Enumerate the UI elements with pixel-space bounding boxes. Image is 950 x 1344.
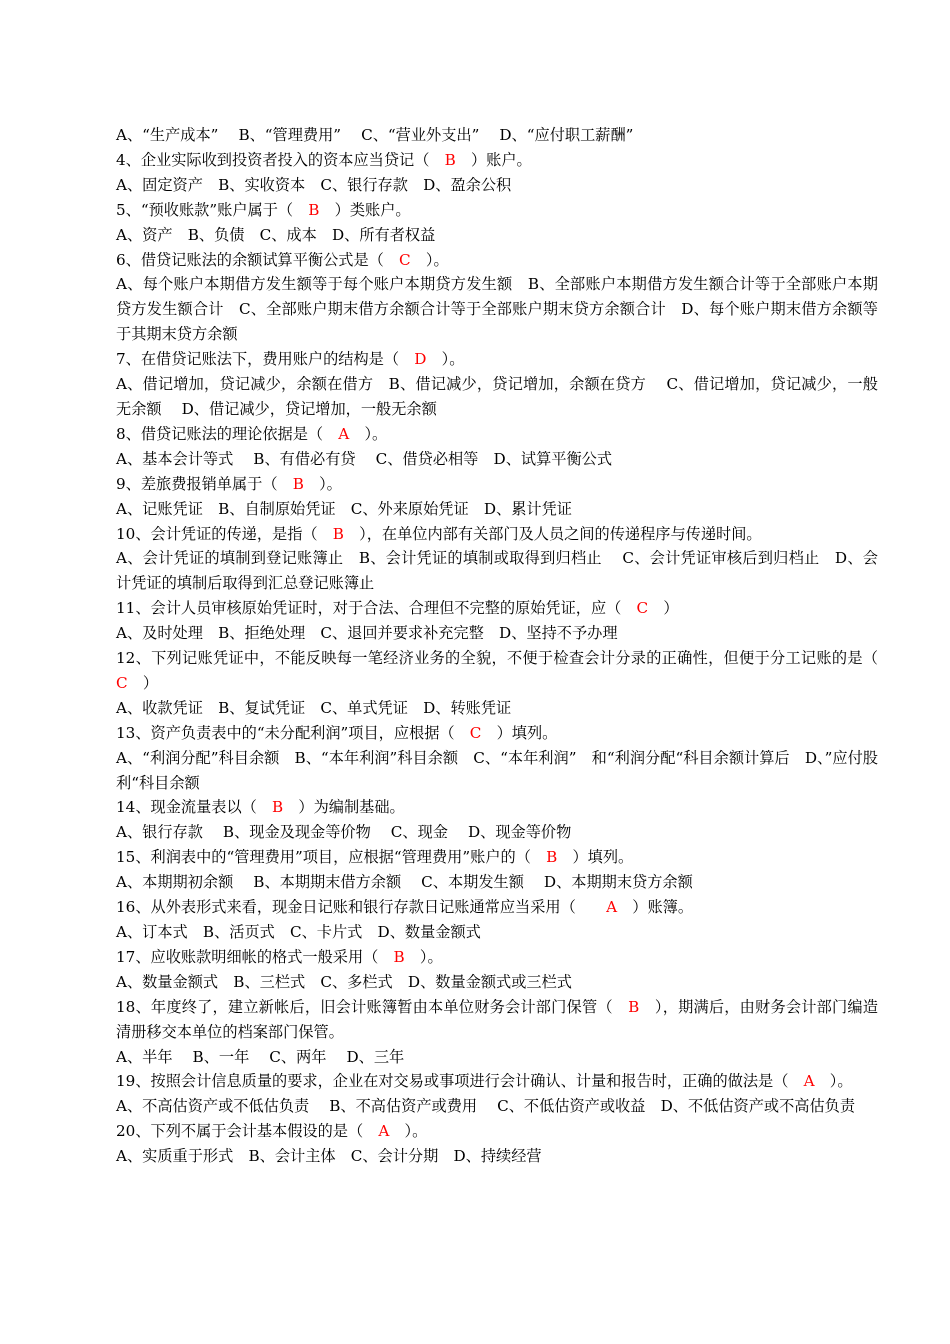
question-line [116,845,878,870]
question-text: 15、利润表中的“管理费用”项目，应根据“管理费用”账户的（ [116,848,547,867]
question-line [116,248,878,273]
question-line [116,198,878,223]
question-text: 20、下列不属于会计基本假设的是（ [116,1122,379,1141]
question-text: 4、企业实际收到投资者投入的资本应当贷记（ [116,150,445,169]
answer-letter: B [546,848,558,867]
question-text-end: ）账户。 [455,150,532,169]
question-text: 14、现金流量表以（ [116,798,273,817]
answer-letter: C [636,599,649,618]
options-line: A、记账凭证 B、自制原始凭证 C、外来原始凭证 D、累计凭证 [116,499,572,518]
question-line [116,795,878,820]
answer-letter: A [378,1122,390,1141]
options-line: A、半年 B、一年 C、两年 D、三年 [116,1047,405,1066]
options-line: A、收款凭证 B、复试凭证 C、单式凭证 D、转账凭证 [116,698,512,717]
question-text-end: ）。 [303,474,342,493]
question-text-end: ）。 [349,424,388,443]
options-line: A、固定资产 B、实收资本 C、银行存款 D、盈余公积 [116,175,512,194]
question-text: 9、差旅费报销单属于（ [116,474,293,493]
question-line [116,472,878,497]
question-line [116,995,878,1045]
options-line: A、每个账户本期借方发生额等于每个账户本期贷方发生额 B、全部账户本期借方发生额合计等于全部账户本期贷方发生额合计 C、全部账户期末借方余额合计等于全部账户期末贷方余额合计 D、每个账户期末借方余额等于其期末贷方余额 [116,275,878,344]
question-text: 10、会计凭证的传递，是指（ [116,524,333,543]
answer-letter: A [338,424,350,443]
question-line [116,646,894,696]
options-line: A、会计凭证的填制到登记账簿止 B、会计凭证的填制或取得到归档止 C、会计凭证审核后到归档止 D、会计凭证的填制后取得到汇总登记账簿止 [116,549,878,593]
question-line [116,1119,878,1144]
question-text-end: ）。 [389,1122,428,1141]
answer-letter: B [308,200,320,219]
options-line: A、订本式 B、活页式 C、卡片式 D、数量金额式 [116,923,481,941]
question-text-end: ）类账户。 [319,200,411,219]
answer-letter: B [393,947,405,966]
question-line [116,347,878,372]
options-line: A、实质重于形式 B、会计主体 C、会计分期 D、持续经营 [116,1147,542,1166]
question-text: 12、下列记账凭证中，不能反映每一笔经济业务的全貌，不便于检查会计分录的正确性，但便于分工记账的是（ [116,649,894,668]
options-line: A、资产 B、负债 C、成本 D、所有者权益 [116,225,436,244]
question-line [116,1069,878,1094]
question-text: 11、会计人员审核原始凭证时，对于合法、合理但不完整的原始凭证，应（ [116,599,637,618]
options-line: A、银行存款 B、现金及现金等价物 C、现金 D、现金等价物 [116,823,572,842]
options-line: A、借记增加，贷记减少，余额在借方 B、借记减少，贷记增加，余额在贷方 C、借记增加，贷记减少，一般无余额 D、借记减少，贷记增加，一般无余额 [116,375,878,418]
question-text-end: ）填列。 [557,848,634,867]
answer-letter: B [628,997,640,1016]
options-line: A、及时处理 B、拒绝处理 C、退回并要求补充完整 D、坚持不予办理 [116,624,618,643]
question-text-end: ），在单位内部有关部门及人员之间的传递程序与传递时间。 [343,524,762,543]
question-text: 6、借贷记账法的余额试算平衡公式是（ [116,250,400,269]
answer-letter: C [469,723,482,742]
answer-letter: A [803,1072,815,1091]
question-text: 18、年度终了，建立新帐后，旧会计账簿暂由本单位财务会计部门保管（ [116,997,629,1016]
question-line [116,895,878,920]
question-text: 19、按照会计信息质量的要求，企业在对交易或事项进行会计确认、计量和报告时，正确的做法是（ [116,1072,804,1091]
answer-letter: B [292,474,304,493]
question-text-end: ）。 [426,350,465,369]
options-line: A、“生产成本” B、“管理费用” C、“营业外支出” D、“应付职工薪酬” [116,126,634,144]
answer-letter: D [414,350,427,369]
question-text: 17、应收账款明细帐的格式一般采用（ [116,947,394,966]
question-line [116,522,878,547]
options-line: A、不高估资产或不低估负责 B、不高估资产或费用 C、不低估资产或收益 D、不低估资产或不高估负责 [116,1097,856,1116]
question-text-end: ），期满后，由财务会计部门编造清册移交本单位的档案部门保管。 [116,997,878,1041]
question-text-end: ）账簿。 [617,898,694,917]
question-text-end: ） [648,599,679,618]
question-line [116,596,878,621]
answer-letter: C [116,673,128,692]
question-line [116,422,878,447]
question-line [116,148,878,173]
question-text: 8、借贷记账法的理论依据是（ [116,424,339,443]
options-line: A、“利润分配”科目余额 B、“本年利润”科目余额 C、“本年利润” 和“利润分配“科目余额计算后 D、”应付股利“科目余额 [116,748,878,792]
question-text-end: ）。 [410,250,449,269]
question-line [116,945,878,970]
answer-letter: B [332,524,344,543]
document-page [116,123,894,1169]
answer-letter: B [444,150,456,169]
question-text-end: ）。 [404,947,443,966]
question-line [116,721,878,746]
question-text-end: ）为编制基础。 [283,798,405,817]
question-text-end: ）填列。 [481,723,558,742]
question-text: 16、从外表形式来看，现金日记账和银行存款日记账通常应当采用（ [116,898,607,917]
answer-letter: B [272,798,284,817]
question-text-end: ） [127,673,158,692]
options-line: A、基本会计等式 B、有借必有贷 C、借贷必相等 D、试算平衡公式 [116,449,613,468]
options-line: A、数量金额式 B、三栏式 C、多栏式 D、数量金额式或三栏式 [116,972,572,991]
answer-letter: C [399,250,411,269]
question-text-end: ）。 [814,1072,853,1091]
answer-letter: A [606,898,618,917]
question-text: 13、资产负责表中的“未分配利润”项目，应根据（ [116,723,470,742]
options-line: A、本期期初余额 B、本期期末借方余额 C、本期发生额 D、本期期末贷方余额 [116,873,693,892]
question-text: 5、“预收账款”账户属于（ [116,200,309,219]
question-text: 7、在借贷记账法下，费用账户的结构是（ [116,350,415,369]
